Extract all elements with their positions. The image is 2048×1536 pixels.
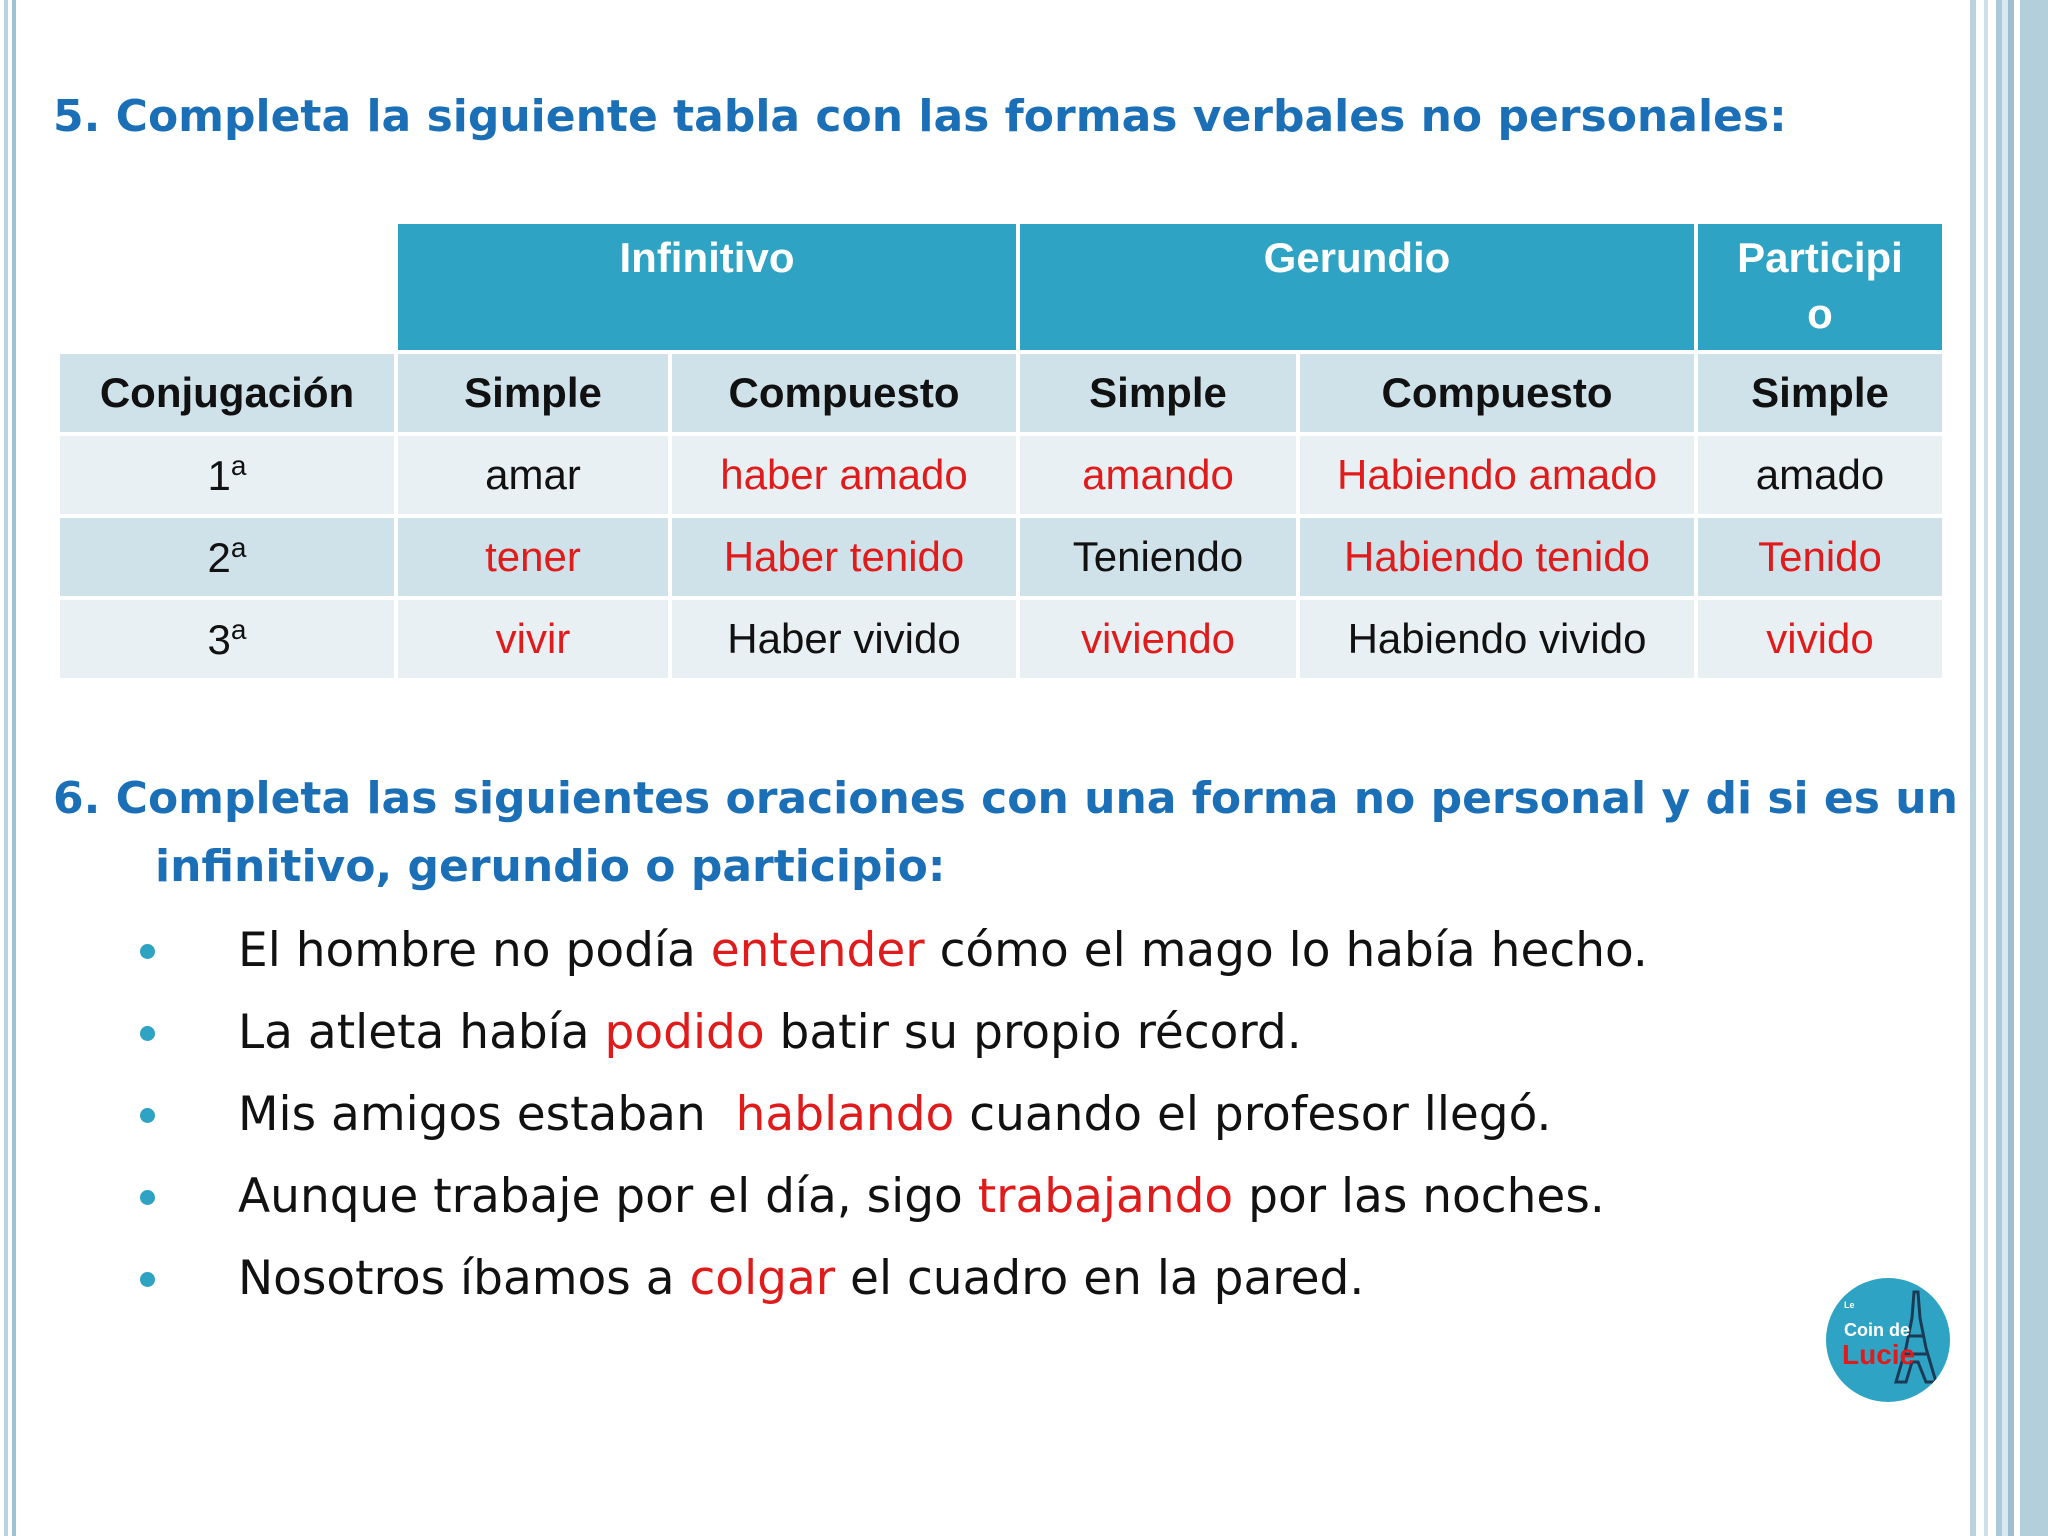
bullet-icon <box>140 1108 155 1123</box>
list-item: Aunque trabaje por el día, sigo trabajando por las noches. <box>130 1156 1930 1238</box>
table-cell-answer: Haber tenido <box>670 516 1018 598</box>
table-cell-answer: haber amado <box>670 434 1018 516</box>
subheader-part-simple: Simple <box>1696 352 1944 434</box>
group-header-participio <box>1696 222 1944 352</box>
left-decorative-border <box>0 0 24 1536</box>
sentence-list <box>130 910 1930 1320</box>
right-decorative-border <box>1966 0 2048 1536</box>
subheader-inf-simple: Simple <box>396 352 670 434</box>
conjugation-number: 2$^a$ <box>58 516 396 598</box>
table-cell: amar <box>396 434 670 516</box>
table-group-header-row <box>58 222 1944 352</box>
answer-word: podido <box>604 1005 765 1060</box>
subheader-ger-simple: Simple <box>1018 352 1298 434</box>
participio-line-1: Participi <box>1737 234 1903 281</box>
table-row <box>58 434 1944 516</box>
verb-forms-table <box>56 220 1946 682</box>
table-cell: Habiendo vivido <box>1298 598 1696 680</box>
group-header-gerundio: Gerundio <box>1018 222 1696 352</box>
table-row <box>58 598 1944 680</box>
table-cell-answer: vivir <box>396 598 670 680</box>
table-subheader-row <box>58 352 1944 434</box>
table-cell-answer: tener <box>396 516 670 598</box>
bullet-icon <box>140 1272 155 1287</box>
answer-word: trabajando <box>977 1169 1234 1224</box>
exercise-6-title-line-2: infinitivo, gerundio o participio: <box>155 841 946 892</box>
svg-text:Coin de: Coin de <box>1844 1320 1910 1340</box>
table-corner-blank <box>58 222 396 352</box>
table-cell-answer: Habiendo amado <box>1298 434 1696 516</box>
exercise-6-title: 6. Completa las siguientes oraciones con una forma no personal y di si es un <box>53 773 1958 824</box>
bullet-icon <box>140 1190 155 1205</box>
participio-line-2: o <box>1807 290 1833 337</box>
subheader-inf-compuesto: Compuesto <box>670 352 1018 434</box>
list-item: Mis amigos estaban hablando cuando el profesor llegó. <box>130 1074 1930 1156</box>
eiffel-tower-icon <box>1826 1278 1950 1402</box>
table-row <box>58 516 1944 598</box>
table-cell-answer: amando <box>1018 434 1298 516</box>
table-cell-answer: vivido <box>1696 598 1944 680</box>
coin-de-lucie-logo <box>1826 1278 1950 1402</box>
group-header-infinitivo: Infinitivo <box>396 222 1018 352</box>
table-cell-answer: Tenido <box>1696 516 1944 598</box>
subheader-conjugacion: Conjugación <box>58 352 396 434</box>
list-item: Nosotros íbamos a colgar el cuadro en la pared. <box>130 1238 1930 1320</box>
list-item: La atleta había podido batir su propio récord. <box>130 992 1930 1074</box>
answer-word: colgar <box>689 1251 836 1306</box>
table-cell: Haber vivido <box>670 598 1018 680</box>
table-cell: amado <box>1696 434 1944 516</box>
conjugation-number: 1$^a$ <box>58 434 396 516</box>
exercise-5-title: 5. Completa la siguiente tabla con las formas verbales no personales: <box>53 91 1787 142</box>
answer-word: hablando <box>735 1087 955 1142</box>
bullet-icon <box>140 1026 155 1041</box>
svg-text:Lucie: Lucie <box>1842 1339 1916 1370</box>
table-cell-answer: viviendo <box>1018 598 1298 680</box>
table-cell-answer: Habiendo tenido <box>1298 516 1696 598</box>
subheader-ger-compuesto: Compuesto <box>1298 352 1696 434</box>
table-cell: Teniendo <box>1018 516 1298 598</box>
svg-text:Le: Le <box>1844 1300 1855 1310</box>
conjugation-number: 3$^a$ <box>58 598 396 680</box>
list-item: El hombre no podía entender cómo el mago lo había hecho. <box>130 910 1930 992</box>
bullet-icon <box>140 944 155 959</box>
answer-word: entender <box>710 923 925 978</box>
